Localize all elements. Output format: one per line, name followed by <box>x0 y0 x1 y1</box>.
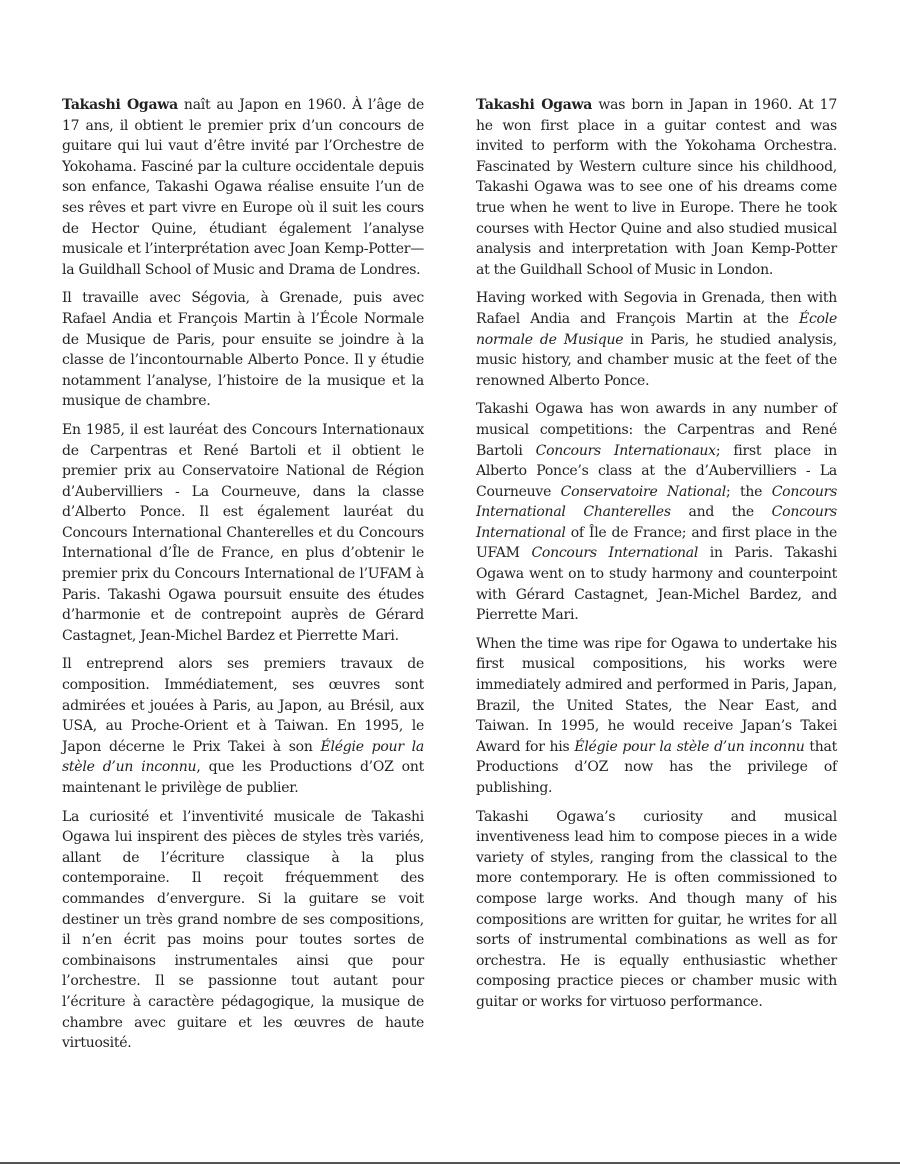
text-run: , que les Productions d’OZ ont maintenant le privilège de publier. <box>62 759 424 796</box>
italic-title: École normale de Musique <box>476 310 837 348</box>
text-run: of Île de France; and first place in the UFAM <box>476 524 837 562</box>
text-run: was born in Japan in 1960. At 17 he won first place in a guitar contest and was invited to perform with the Yokohama Orchestra. Fascinated by Western culture since his childhood, Takashi Ogawa was to see one of his dreams come true when he went to live in Europe. There he took courses with Hector Quine and also studied musical analysis and interpretation with Joan Kemp-Potter at the Guildhall School of Music in London. <box>476 97 837 278</box>
english-paragraph <box>476 807 837 1013</box>
text-run: Il travaille avec Ségovia, à Grenade, puis avec Rafael Andia et François Martin à l’École Normale de Musique de Paris, pour ensuite se joindre à la classe de l’incontournable Alberto Ponce. Il y étudie notamment l’analyse, l’histoire de la musique et la musique de chambre. <box>62 290 424 410</box>
text-run: La curiosité et l’inventivité musicale de Takashi Ogawa lui inspirent des pièces de styles très variés, allant de l’écriture classique à la plus contemporaine. Il reçoit fréquemment des commandes d’envergure. Si la guitare se voit destiner un très grand nombre de ses compositions, il n’en écrit pas moins pour toutes sortes de combinaisons instrumentales ainsi que pour l’orchestre. Il se passionne tout autant pour l’écriture à caractère pédagogique, la musique de chambre avec guitare et les œuvres de haute virtuosité. <box>62 808 424 1052</box>
italic-title: Concours International Chanterelles <box>476 483 838 521</box>
french-paragraph <box>62 420 424 647</box>
italic-title: Concours Internationaux <box>535 442 716 459</box>
text-run: When the time was ripe for Ogawa to undertake his first musical compositions, his works were immediately admired and performed in Paris, Japan, Brazil, the United States, the Near East, and Taiwan. In 1995, he would receive Japan’s Takei Award for his <box>476 635 837 755</box>
english-biography-column <box>476 95 837 1021</box>
french-paragraph <box>62 95 424 280</box>
french-paragraph <box>62 807 424 1054</box>
text-run: Il entreprend alors ses premiers travaux de composition. Immédiatement, ses œuvres sont admirées et jouées à Paris, au Japon, au Brésil, aux USA, au Proche-Orient et à Taiwan. En 1995, le Japon décerne le Prix Takei à son <box>62 656 424 755</box>
text-run: En 1985, il est lauréat des Concours Internationaux de Carpentras et René Bartoli et il obtient le premier prix au Conservatoire National de Région d’Aubervilliers - La Courneuve, dans la classe d’Alberto Ponce. Il est également lauréat du Concours International Chanterelles et du Concours International d’Île de France, en plus d’obtenir le premier prix du Concours International de l’UFAM à Paris. Takashi Ogawa poursuit ensuite des études d’harmonie et de contrepoint auprès de Gérard Castagnet, Jean-Michel Bardez et Pierrette Mari. <box>62 421 424 644</box>
bold-name: Takashi Ogawa <box>476 97 593 113</box>
italic-title: Élégie pour la stèle d’un inconnu <box>574 738 805 755</box>
text-run: ; first place in Alberto Ponce’s class at the d’Aubervilliers - La Courneuve <box>476 442 837 500</box>
text-run: Takashi Ogawa has won awards in any number of musical competitions: the Carpentras and René Bartoli <box>476 401 837 459</box>
italic-title: Concours International <box>476 504 837 541</box>
italic-title: Conservatoire National <box>560 483 726 500</box>
text-run: ; the <box>725 483 772 500</box>
french-biography-column <box>62 95 424 1062</box>
italic-title: Élégie pour la stèle d’un inconnu <box>62 738 425 776</box>
text-run: and the <box>670 504 772 521</box>
bold-name: Takashi Ogawa <box>62 97 178 113</box>
italic-title: Concours International <box>531 545 699 562</box>
text-run: Having worked with Segovia in Grenada, then with Rafael Andia and François Martin at the <box>476 290 837 327</box>
english-paragraph <box>476 634 837 799</box>
french-paragraph <box>62 288 424 412</box>
english-paragraph <box>476 288 837 391</box>
text-run: in Paris, he studied analysis, music history, and chamber music at the feet of the renowned Alberto Ponce. <box>476 331 837 389</box>
text-run: in Paris. Takashi Ogawa went on to study harmony and counterpoint with Gérard Castagnet, Jean-Michel Bardez, and Pierrette Mari. <box>476 545 837 624</box>
text-run: Takashi Ogawa’s curiosity and musical inventiveness lead him to compose pieces in a wide variety of styles, ranging from the classical to the more contemporary. He is often commissioned to compose large works. And though many of his compositions are written for guitar, he writes for all sorts of instrumental combinations as well as for orchestra. He is equally enthusiastic whether composing practice pieces or chamber music with guitar or works for virtuoso performance. <box>476 808 837 1010</box>
english-paragraph <box>476 95 837 280</box>
english-paragraph <box>476 399 837 626</box>
text-run: that Productions d’OZ now has the privilege of publishing. <box>476 738 837 796</box>
french-paragraph <box>62 654 424 798</box>
text-run: naît au Japon en 1960. À l’âge de 17 ans, il obtient le premier prix d’un concours de guitare qui lui vaut d’être invité par l’Orchestre de Yokohama. Fasciné par la culture occidentale depuis son enfance, Takashi Ogawa réalise ensuite l’un de ses rêves et part vivre en Europe où il suit les cours de Hector Quine, étudiant également l’analyse musicale et l’interprétation avec Joan Kemp-Potter—la Guildhall School of Music and Drama de Londres. <box>62 97 424 278</box>
